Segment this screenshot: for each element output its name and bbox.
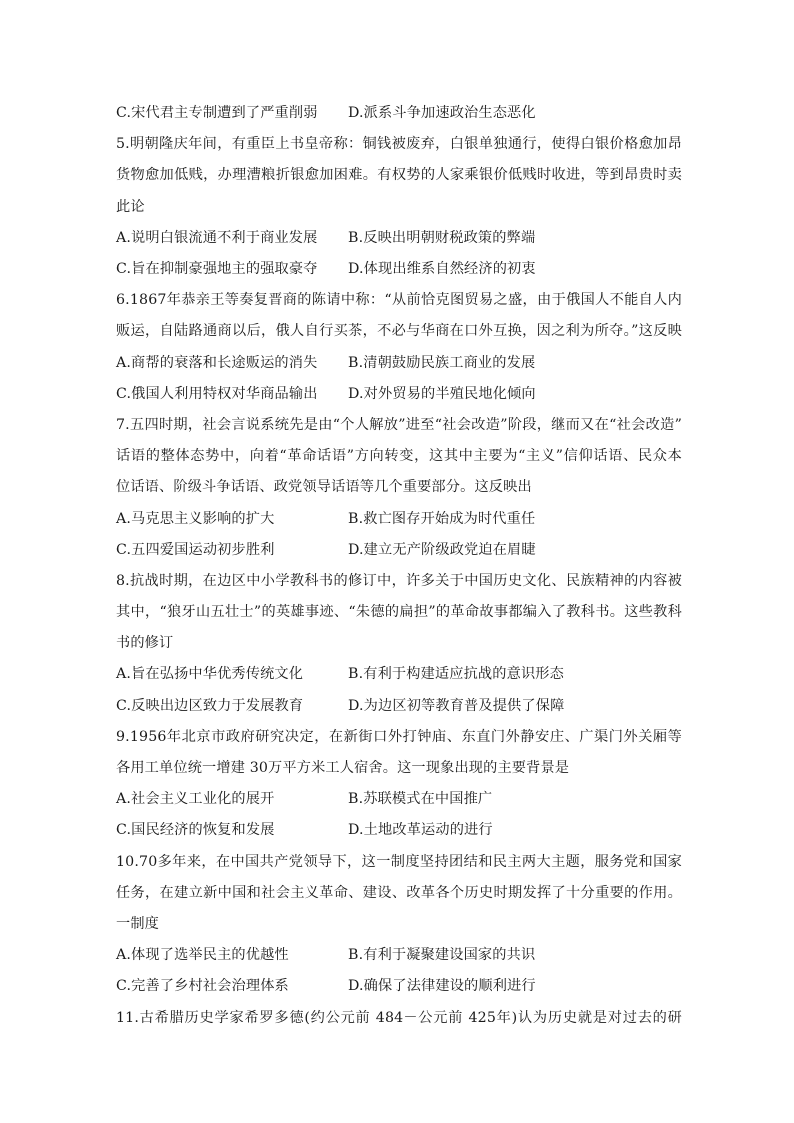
q4-options-row-2 (116, 98, 682, 129)
q4-option-d: D.派系斗争加速政治生态恶化 (348, 105, 536, 121)
q6-stem-line-1: 6.1867年恭亲王等奏复晋商的陈请中称：“从前恰克图贸易之盛，由于俄国人不能自人内 (116, 292, 682, 309)
q6-options-row-1 (116, 348, 682, 379)
q5-stem-line-1: 5.明朝隆庆年间，有重臣上书皇帝称：铜钱被废弃，白银单独通行，使得白银价格愈加昂 (116, 136, 682, 153)
q10-stem-line-1: 10.70多年来，在中国共产党领导下，这一制度坚持团结和民主两大主题，服务党和国家 (116, 853, 682, 870)
q8-option-d: D.为边区初等教育普及提供了保障 (348, 697, 565, 714)
q6-option-b: B.清朝鼓励民族工商业的发展 (348, 354, 536, 371)
q6-option-a: A.商帮的衰落和长途贩运的消失 (116, 354, 318, 371)
q7-option-d: D.建立无产阶级政党迫在眉睫 (348, 541, 536, 558)
q5-options-row-2 (116, 254, 682, 285)
q10-option-b: B.有利于凝聚建设国家的共识 (348, 947, 536, 964)
q8-options-row-1 (116, 659, 682, 690)
q7-options-row-1 (116, 504, 682, 535)
q9-options-row-2 (116, 815, 682, 846)
q8-stem-line-3: 书的修订 (116, 635, 174, 652)
q9-option-b: B.苏联模式在中国推广 (348, 791, 493, 808)
q5-option-c: C.旨在抑制豪强地主的强取豪夺 (116, 260, 318, 277)
q7-stem-line-3: 位话语、阶级斗争话语、政党领导话语等几个重要部分。这反映出 (116, 479, 532, 496)
question-list (116, 98, 682, 1034)
q8-option-c: C.反映出边区致力于发展教育 (116, 697, 304, 714)
q8-stem-line-2: 其中，“狼牙山五壮士”的英雄事迹、“朱德的扁担”的革命故事都编入了教科书。这些教科 (116, 604, 682, 621)
q6-option-d: D.对外贸易的半殖民地化倾向 (348, 385, 536, 402)
q5-option-a: A.说明白银流通不利于商业发展 (116, 229, 318, 246)
q8-options-row-2 (116, 691, 682, 722)
q10-stem-line-2: 任务，在建立新中国和社会主义革命、建设、改革各个历史时期发挥了十分重要的作用。 (116, 884, 682, 901)
q10-options-row-2 (116, 971, 682, 1002)
q7-option-a: A.马克思主义影响的扩大 (116, 510, 275, 527)
q8-option-b: B.有利于构建适应抗战的意识形态 (348, 666, 564, 683)
q6-stem-line-2: 贩运，自陆路通商以后，俄人自行买茶，不必与华商在口外互换，因之利为所夺。”这反映 (116, 323, 682, 340)
q10-option-c: C.完善了乡村社会治理体系 (116, 978, 289, 995)
q9-option-d: D.土地改革运动的进行 (348, 822, 493, 839)
q4-option-c: C.宋代君主专制遭到了严重削弱 (116, 105, 318, 121)
q9-option-c: C.国民经济的恢复和发展 (116, 822, 275, 839)
q9-options-row-1 (116, 784, 682, 815)
q5-options-row-1 (116, 223, 682, 254)
q10-option-d: D.确保了法律建设的顺利进行 (348, 978, 536, 995)
q10-options-row-1 (116, 940, 682, 971)
q10-stem-line-3: 一制度 (116, 916, 160, 933)
q9-stem-line-2: 各用工单位统一增建 30万平方米工人宿舍。这一现象出现的主要背景是 (116, 760, 570, 777)
q7-option-b: B.救亡图存开始成为时代重任 (348, 510, 536, 527)
q6-options-row-2 (116, 379, 682, 410)
q9-option-a: A.社会主义工业化的展开 (116, 791, 275, 808)
q8-option-a: A.旨在弘扬中华优秀传统文化 (116, 666, 304, 683)
q10-option-a: A.体现了选举民主的优越性 (116, 947, 289, 964)
q5-stem-line-3: 此论 (116, 198, 145, 215)
q11-stem-line-1: 11.古希腊历史学家希罗多德(约公元前 484－公元前 425年)认为历史就是对过去的研 (116, 1009, 682, 1026)
q6-option-c: C.俄国人利用特权对华商品输出 (116, 385, 318, 402)
q5-stem-line-2: 货物愈加低贱，办理漕粮折银愈加困难。有权势的人家乘银价低贱时收进，等到昂贵时卖 (116, 167, 682, 184)
q7-stem-line-1: 7.五四时期，社会言说系统先是由“个人解放”进至“社会改造”阶段，继而又在“社会改造” (116, 416, 682, 433)
q7-stem-line-2: 话语的整体态势中，向着“革命话语”方向转变，这其中主要为“主义”信仰话语、民众本 (116, 448, 682, 465)
q5-option-d: D.体现出维系自然经济的初衷 (348, 260, 536, 277)
q9-stem-line-1: 9.1956年北京市政府研究决定，在新街口外打钟庙、东直门外静安庄、广渠门外关厢等 (116, 728, 682, 745)
q7-option-c: C.五四爱国运动初步胜利 (116, 541, 275, 558)
q8-stem-line-1: 8.抗战时期，在边区中小学教科书的修订中，许多关于中国历史文化、民族精神的内容被 (116, 572, 682, 589)
q7-options-row-2 (116, 535, 682, 566)
q5-option-b: B.反映出明朝财税政策的弊端 (348, 229, 536, 246)
